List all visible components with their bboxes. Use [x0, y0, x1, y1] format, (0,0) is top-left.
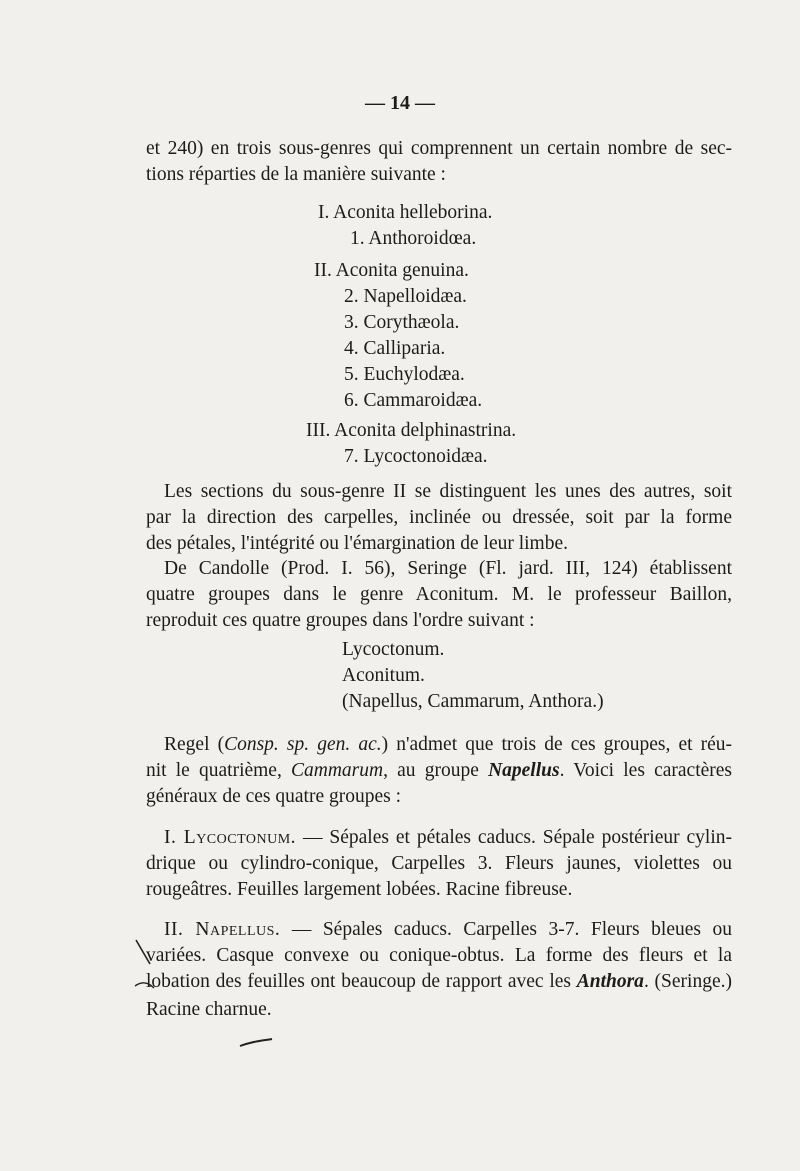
regel-line-1: Regel (Consp. sp. gen. ac.) n'admet que trois de ces groupes, et réu-	[164, 734, 733, 755]
napellus-line-3: lobation des feuilles ont beaucoup de rapport avec les Anthora. (Seringe.)	[146, 971, 732, 992]
lycoctonum-line-1: I. Lycoctonum. — Sépales et pétales caducs. Sépale postérieur cylin-	[164, 827, 732, 848]
subgenus-1: I. Aconita helleborina.	[318, 202, 493, 223]
para2-line-2: quatre groupes dans le genre Aconitum. M. le professeur Baillon,	[146, 584, 732, 605]
intro-line-2: tions réparties de la manière suivante :	[146, 164, 446, 185]
intro-line-1: et 240) en trois sous-genres qui comprennent un certain nombre de sec-	[146, 138, 732, 159]
section-3: 3. Corythæola.	[344, 312, 460, 333]
group-3: (Napellus, Cammarum, Anthora.)	[342, 691, 604, 712]
pencil-mark	[132, 936, 162, 998]
para2-line-3: reproduit ces quatre groupes dans l'ordre suivant :	[146, 610, 535, 631]
napellus-line-4: Racine charnue.	[146, 999, 272, 1020]
section-2: 2. Napelloidæa.	[344, 286, 467, 307]
para2-line-1: De Candolle (Prod. I. 56), Seringe (Fl. jard. III, 124) établissent	[164, 558, 732, 579]
regel-line-2: nit le quatrième, Cammarum, au groupe Napellus. Voici les caractères	[146, 760, 733, 781]
lycoctonum-line-2: drique ou cylindro-conique, Carpelles 3. Fleurs jaunes, violettes ou	[146, 853, 732, 874]
section-5: 5. Euchylodæa.	[344, 364, 465, 385]
section-6: 6. Cammaroidæa.	[344, 390, 483, 411]
ink-dash-mark	[238, 1036, 274, 1050]
para1-line-2: par la direction des carpelles, inclinée ou dressée, soit par la forme	[146, 507, 732, 528]
napellus-line-1: II. Napellus. — Sépales caducs. Carpelles 3-7. Fleurs bleues ou	[164, 919, 732, 940]
group-2: Aconitum.	[342, 665, 425, 686]
section-4: 4. Calliparia.	[344, 338, 446, 359]
lycoctonum-line-3: rougeâtres. Feuilles largement lobées. Racine fibreuse.	[146, 879, 573, 900]
section-7: 7. Lycoctonoidæa.	[344, 446, 488, 467]
subgenus-3: III. Aconita delphinastrina.	[306, 420, 517, 441]
section-1: 1. Anthoroidœa.	[350, 228, 477, 249]
para1-line-1: Les sections du sous-genre II se distinguent les unes des autres, soit	[164, 481, 732, 502]
regel-line-3: généraux de ces quatre groupes :	[146, 786, 402, 807]
subgenus-2: II. Aconita genuina.	[314, 260, 469, 281]
group-1: Lycoctonum.	[342, 639, 445, 660]
napellus-line-2: variées. Casque convexe ou conique-obtus. La forme des fleurs et la	[146, 945, 732, 966]
para1-line-3: des pétales, l'intégrité ou l'émargination de leur limbe.	[146, 533, 569, 554]
page-number: — 14 —	[365, 92, 435, 114]
